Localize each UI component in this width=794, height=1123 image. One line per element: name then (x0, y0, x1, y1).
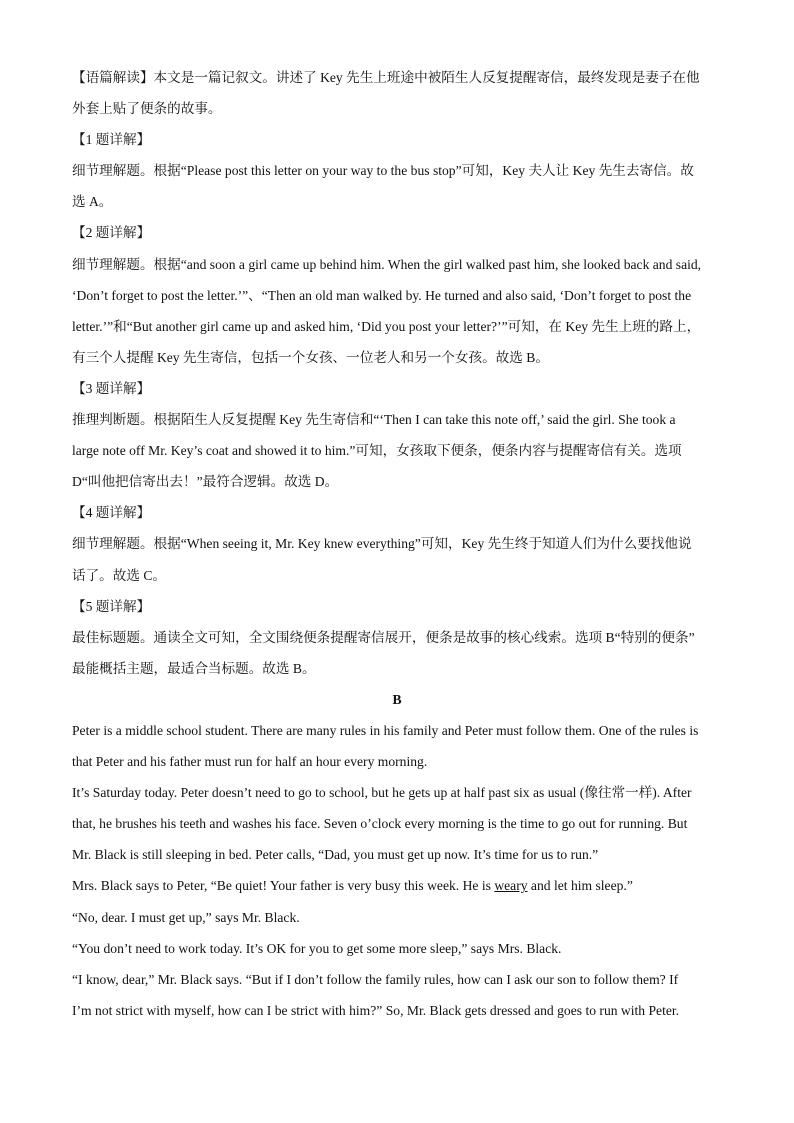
p2-line-3: Mr. Black is still sleeping in bed. Peter calls, “Dad, you must get up now. It’s time for us to run.” (72, 847, 599, 863)
q3-line-1: 推理判断题。根据陌生人反复提醒 Key 先生寄信和“‘Then I can take this note off,’ said the girl. She took a (72, 412, 676, 428)
p3-line (72, 870, 722, 901)
q2-heading: 【2 题详解】 (72, 225, 151, 241)
q2-line-1: 细节理解题。根据“and soon a girl came up behind him. When the girl walked past him, she looked back and said, (72, 256, 702, 272)
p3-text-before: Mrs. Black says to Peter, “Be quiet! Your father is very busy this week. He is (72, 878, 495, 894)
passage-b-label: B (392, 691, 402, 707)
p1-line-1: Peter is a middle school student. There are many rules in his family and Peter must follow them. One of the rules is (72, 722, 699, 738)
q2-line-4: 有三个人提醒 Key 先生寄信，包括一个女孩、一位老人和另一个女孩。故选 B。 (72, 349, 549, 365)
p1-line-2: that Peter and his father must run for half an hour every morning. (72, 754, 428, 770)
q3-heading: 【3 题详解】 (72, 380, 151, 396)
intro-line-1: 【语篇解读】本文是一篇记叙文。讲述了 Key 先生上班途中被陌生人反复提醒寄信，最终发现是妻子在他 (72, 70, 700, 85)
q4-line-2: 话了。故选 C。 (72, 567, 167, 583)
p3-text-after: and let him sleep.” (527, 878, 633, 894)
analysis-section (72, 62, 722, 684)
q5-line-2: 最能概括主题，最适合当标题。故选 B。 (72, 660, 316, 676)
q4-heading: 【4 题详解】 (72, 505, 151, 521)
q3-line-3: D“叫他把信寄出去！”最符合逻辑。故选 D。 (72, 474, 339, 490)
p5-line: “You don’t need to work today. It’s OK for you to get some more sleep,” says Mrs. Black. (72, 940, 562, 956)
q3-line-2: large note off Mr. Key’s coat and showed it to him.”可知，女孩取下便条，便条内容与提醒寄信有关。选项 (72, 443, 682, 459)
intro-line-2: 外套上贴了便条的故事。 (72, 101, 222, 117)
q1-heading: 【1 题详解】 (72, 132, 151, 148)
q1-line-2: 选 A。 (72, 194, 113, 210)
q5-heading: 【5 题详解】 (72, 598, 151, 614)
q1-line-1: 细节理解题。根据“Please post this letter on your way to the bus stop”可知，Key 夫人让 Key 先生去寄信。故 (72, 163, 694, 179)
underlined-word: weary (494, 878, 528, 894)
document-page (72, 62, 722, 1026)
p2-line-2: that, he brushes his teeth and washes his face. Seven o’clock every morning is the time to go out for running. But (72, 816, 688, 832)
p6-line-1: “I know, dear,” Mr. Black says. “But if I don’t follow the family rules, how can I ask our son to follow them? If (72, 971, 679, 987)
q2-line-3: letter.’”和“But another girl came up and asked him, ‘Did you post your letter?’”可知，在 Key 先生上班的路上， (72, 318, 701, 334)
q4-line-1: 细节理解题。根据“When seeing it, Mr. Key knew everything”可知，Key 先生终于知道人们为什么要找他说 (72, 536, 692, 552)
passage-b-section (72, 684, 722, 1026)
p6-line-2: I’m not strict with myself, how can I be strict with him?” So, Mr. Black gets dressed and goes to run with Peter. (72, 1002, 680, 1018)
q2-line-2: ‘Don’t forget to post the letter.’”、“Then an old man walked by. He turned and also said, ‘Don’t forget to post the (72, 287, 692, 303)
p2-line-1: It’s Saturday today. Peter doesn’t need to go to school, but he gets up at half past six as usual (像往常一样). After (72, 785, 692, 801)
q5-line-1: 最佳标题题。通读全文可知，全文围绕便条提醒寄信展开，便条是故事的核心线索。选项 B“特别的便条” (72, 629, 695, 645)
p4-line: “No, dear. I must get up,” says Mr. Black. (72, 909, 300, 925)
